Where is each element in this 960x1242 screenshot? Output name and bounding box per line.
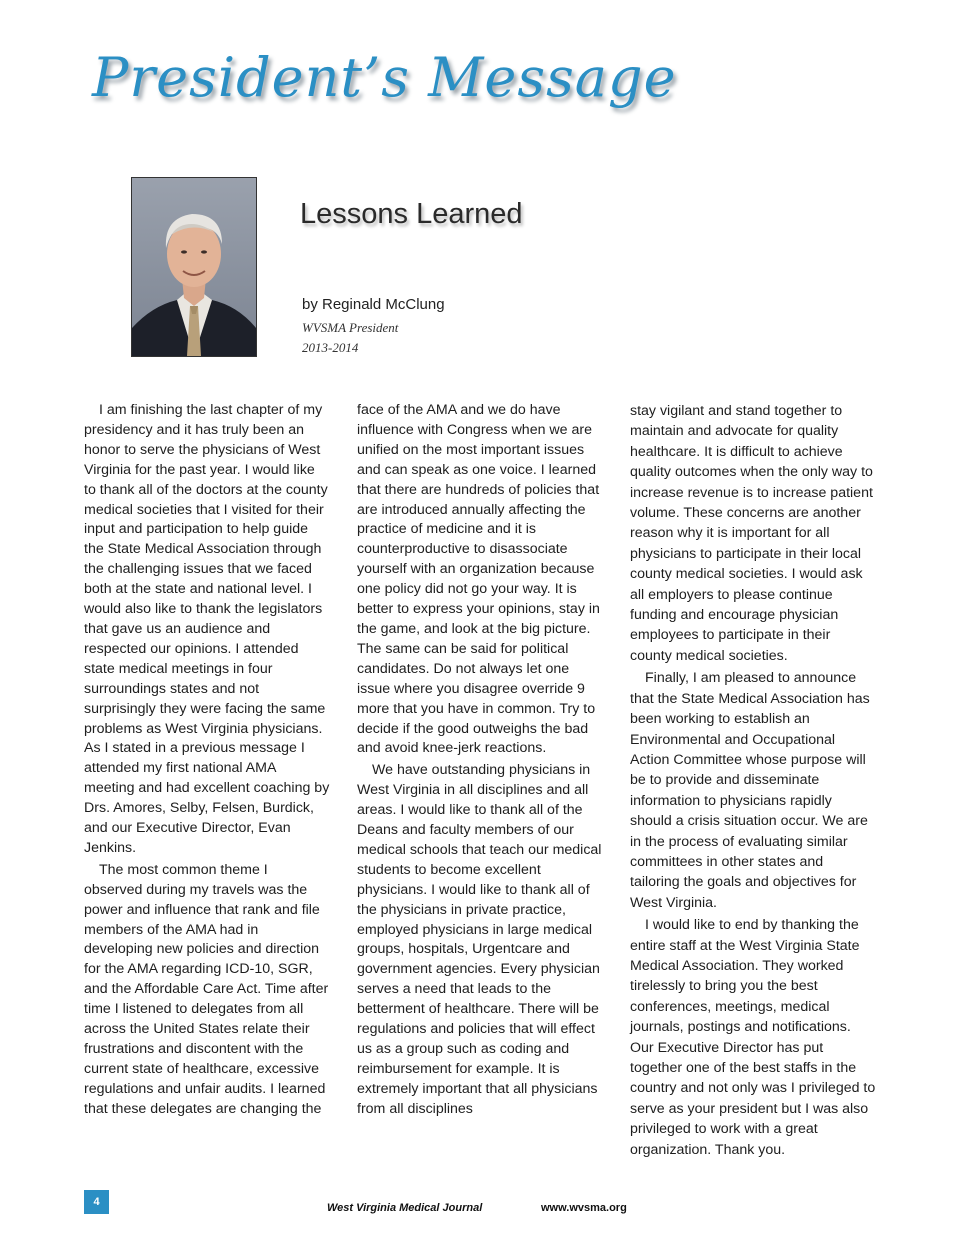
column-1-paragraph-2: The most common theme I observed during my travels was the power and influence that rank and file members of the AMA had in developing new policies and direction for the AMA regarding ICD-10, SGR, and the Affordable Care Act. Time after time I listened to delegates from all across the United States relate their frustrations and discontent with the current state of healthcare, excessive regulations and unfair audits. I learned that these delegates are changing the <box>84 861 329 1117</box>
article-column-1 <box>84 401 330 1120</box>
article-column-3 <box>630 401 876 1160</box>
column-2-paragraph-2: We have outstanding physicians in West Virginia in all disciplines and all areas. I would like to thank all of the Deans and faculty members of our medical schools that teach our medical students to become excellent physicians. I would like to thank all of the physicians in private practice, employed physicians in large medical groups, hospitals, Urgentcare and government agencies. Every physician serves a need that leads to the betterment of healthcare. There will be regulations and policies that will effect us as a group such as coding and reimbursement for example. It is extremely important that all physicians from all disciplines <box>357 762 602 1117</box>
footer-website: www.wvsma.org <box>541 1202 627 1214</box>
article-column-2 <box>357 401 603 1120</box>
column-1-paragraph-1: I am finishing the last chapter of my presidency and it has truly been an honor to serve the physicians of West Virginia for the past year. I would like to thank all of the doctors at the county medical societies that I visited for their input and participation to help guide the State Medical Association through the challenging issues that we faced both at the state and national level. I would also like to thank the legislators that gave us an audience and respected our opinions. I attended state medical meetings in four surroundings states and not surprisingly they were facing the same problems as West Virginia physicians. As I stated in a previous message I attended my first national AMA meeting and had excellent coaching by Drs. Amores, Selby, Felsen, Burdick, and our Executive Director, Evan Jenkins. <box>84 402 330 856</box>
column-2-paragraph-1: face of the AMA and we do have influence with Congress when we are unified on the most important issues and can speak as one voice. I learned that there are hundreds of policies that are introduced annually affecting the practice of medicine and it is counterproductive to disassociate yourself with an organization because one policy did not go your way. It is better to express your opinions, stay in the game, and look at the big picture. The same can be said for political candidates. Do not always let one issue where you disagree override 9 more that you have in common. Try to decide if the good outweighs the bad and avoid knee-jerk reactions. <box>357 402 600 757</box>
footer-journal-name: West Virginia Medical Journal <box>327 1202 483 1214</box>
column-3-paragraph-2: Finally, I am pleased to announce that the State Medical Association has been working to establish an Environmental and Occupational Action Committee whose purpose will be to provide and disseminate information to physicians rapidly should a crisis situation occur. We are in the process of evaluating similar committees in other states and tailoring the goals and objectives for West Virginia. <box>630 670 870 911</box>
column-3-paragraph-3: I would like to end by thanking the entire staff at the West Virginia State Medical Association. They worked tirelessly to bring you the best conferences, meetings, medical journals, postings and notifications. Our Executive Director has put together one of the best staffs in the country and not only was I privileged to serve as your president but I was also privileged to work with a great organization. Thank you. <box>630 917 876 1158</box>
author-photo <box>131 177 257 357</box>
page-banner-title: President’s Message <box>92 46 677 109</box>
author-portrait-image <box>132 178 256 356</box>
article-title: Lessons Learned <box>300 198 523 230</box>
column-3-paragraph-1: stay vigilant and stand together to maintain and advocate for quality healthcare. It is difficult to achieve quality outcomes when the only way to increase revenue is to increase patient volume. These concerns are another reason why it is important for all physicians to participate in their local county medical societies. I would ask all employers to please continue funding and encourage physician employees to participate in their county medical societies. <box>630 403 873 664</box>
article-byline: by Reginald McClung <box>302 296 445 313</box>
author-term: 2013-2014 <box>302 340 359 355</box>
page-number-badge: 4 <box>84 1190 109 1214</box>
author-role: WVSMA President <box>302 320 399 335</box>
